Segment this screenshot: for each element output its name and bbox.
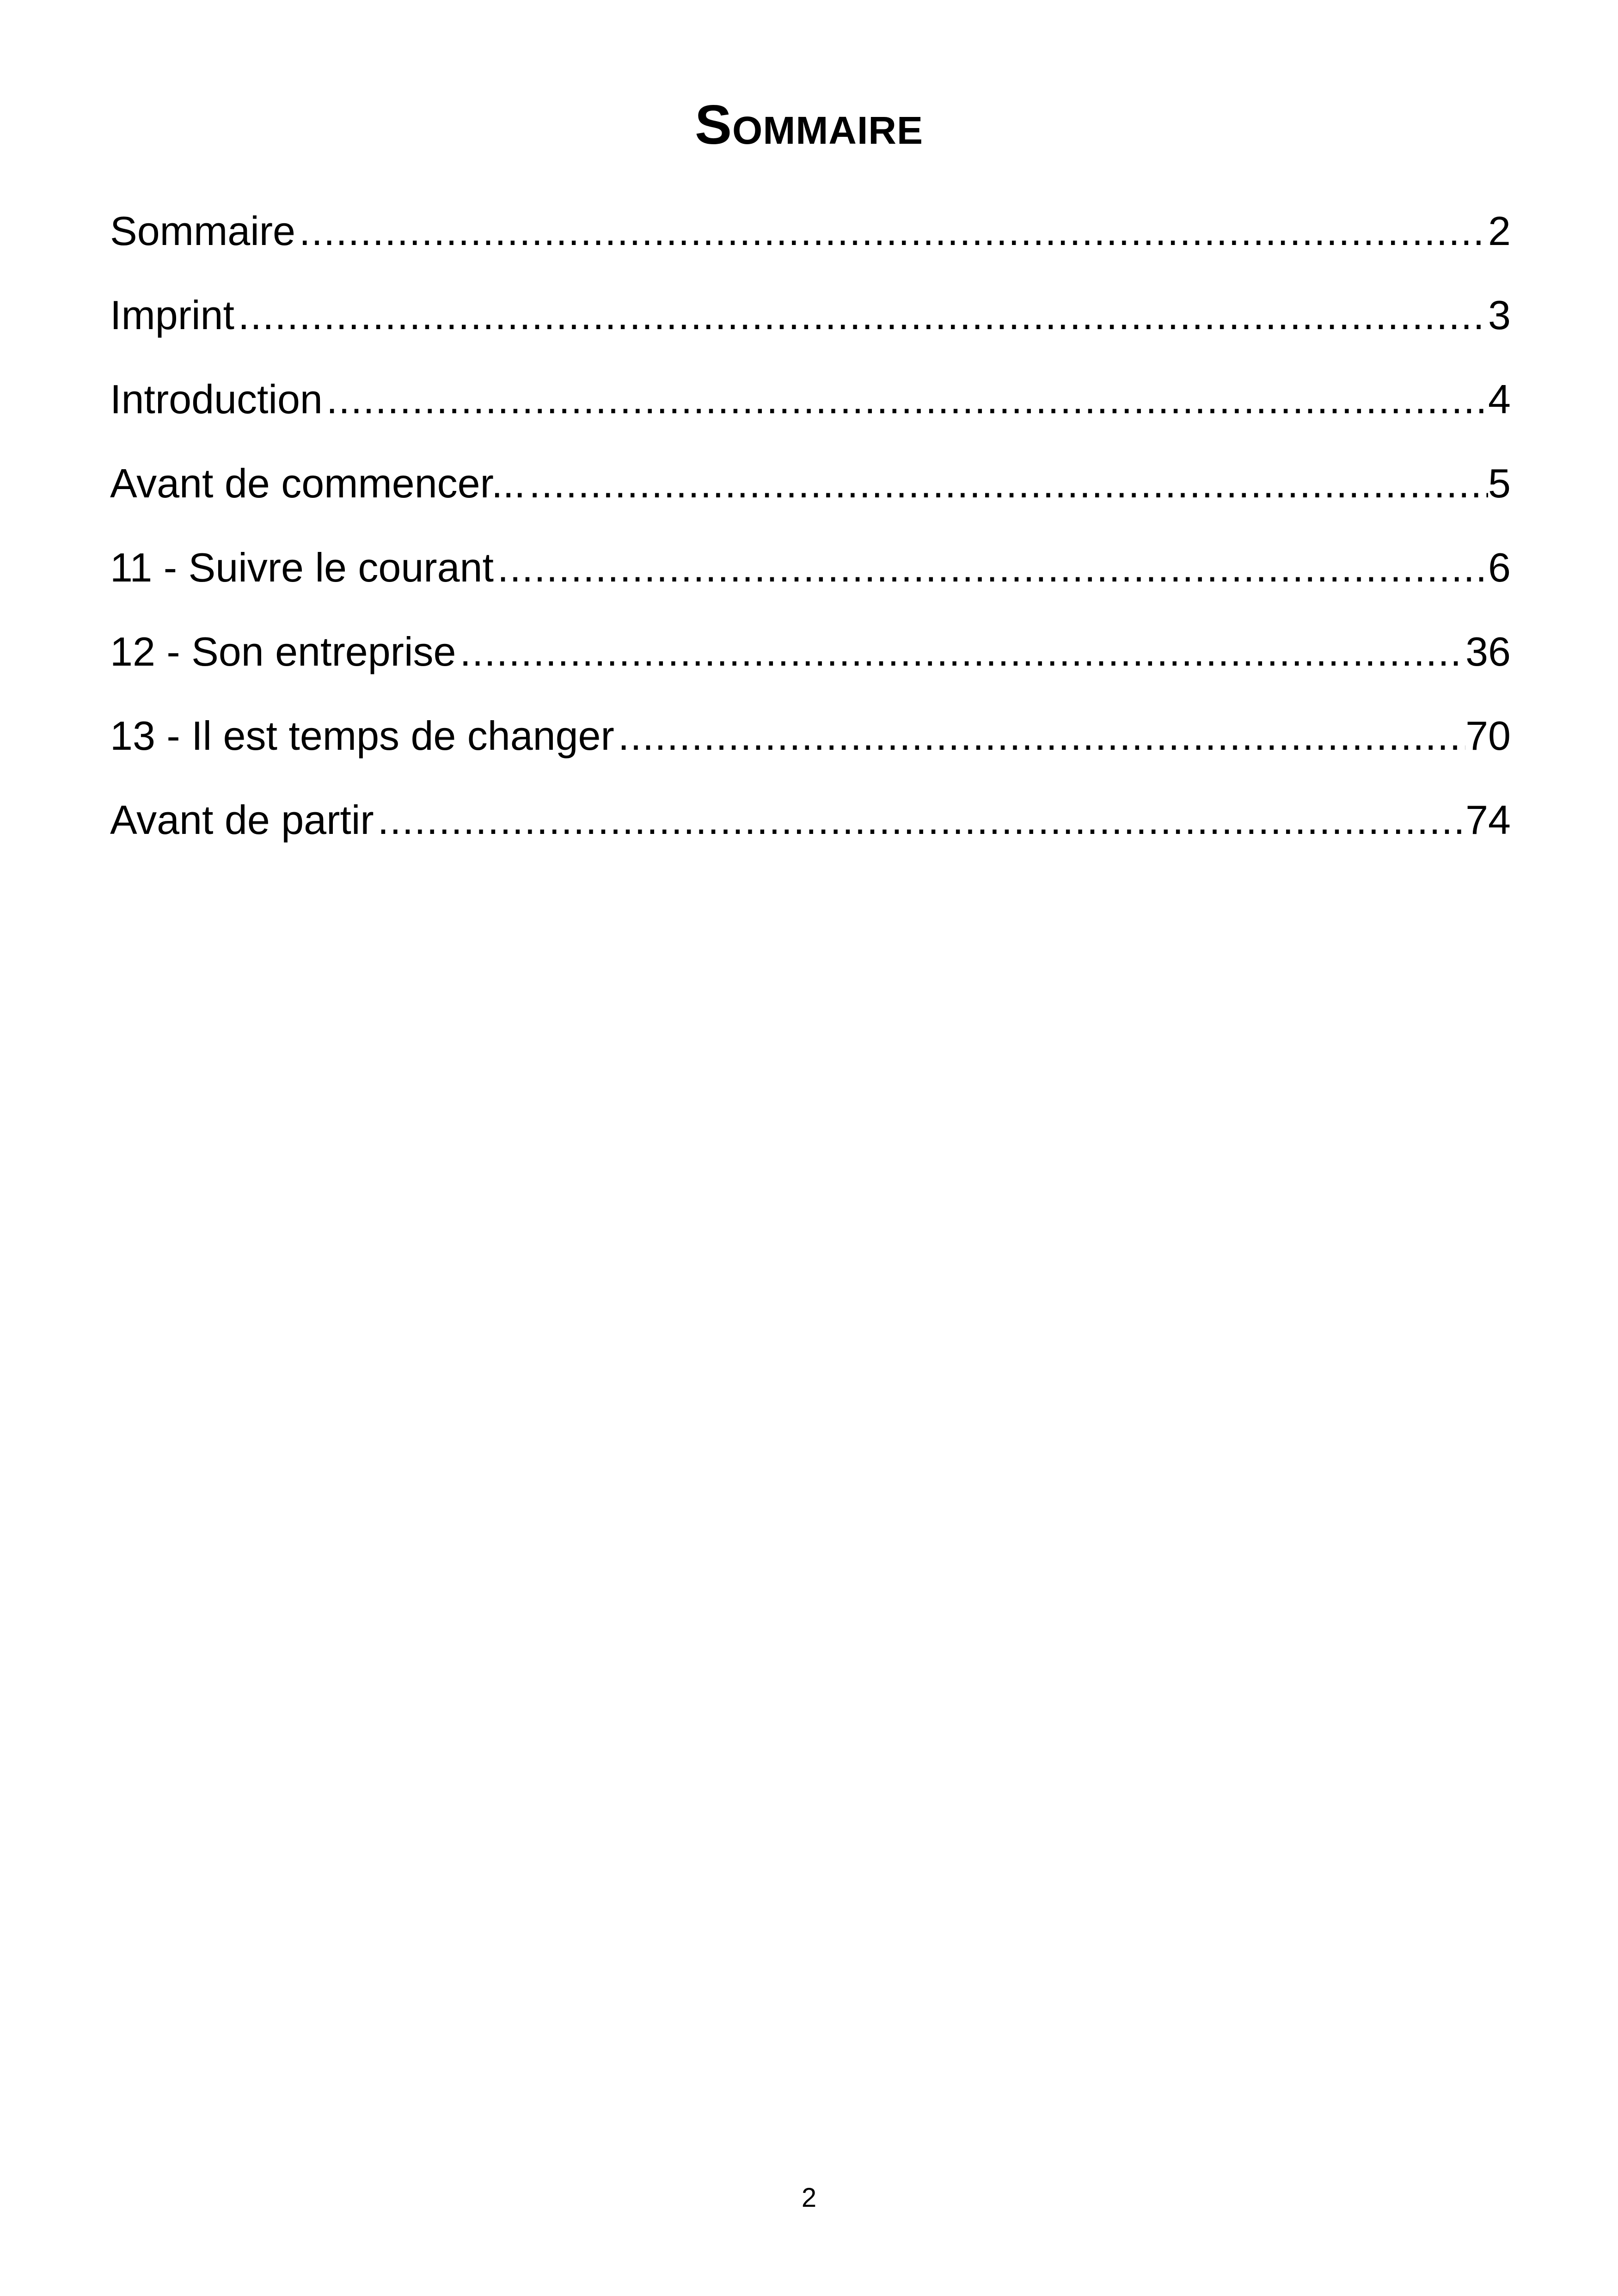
toc-entry-page: 70 [1465, 713, 1511, 759]
toc-dot-leader [295, 203, 1488, 259]
toc-entry-page: 5 [1488, 460, 1511, 506]
toc-entry-label: Avant de commencer... [110, 460, 526, 506]
toc-entry-label: 11 - Suivre le courant [110, 545, 494, 590]
toc-dot-leader [614, 708, 1465, 764]
toc-entry[interactable] [110, 540, 1511, 595]
toc-entry-page: 3 [1488, 292, 1511, 338]
toc-entry-label: Imprint [110, 292, 234, 338]
toc-entry-page: 4 [1488, 376, 1511, 422]
toc-entry[interactable] [110, 288, 1511, 343]
toc-entry-page: 74 [1465, 797, 1511, 843]
toc-entry-label: Sommaire [110, 208, 295, 254]
page-title: Sommaire [694, 94, 923, 156]
toc-entry-label: 12 - Son entreprise [110, 629, 456, 674]
toc-dot-leader [374, 792, 1465, 848]
page-number: 2 [801, 2183, 817, 2213]
toc-entry-label: 13 - Il est temps de changer [110, 713, 614, 759]
toc-entry[interactable] [110, 203, 1511, 259]
toc-entry-label: Avant de partir [110, 797, 374, 843]
toc-dot-leader [234, 288, 1488, 343]
toc-entry-page: 36 [1465, 629, 1511, 674]
toc-dot-leader [323, 372, 1488, 427]
toc-entry[interactable] [110, 624, 1511, 680]
toc-entry[interactable] [110, 456, 1511, 511]
toc-entry[interactable] [110, 708, 1511, 764]
toc-entry-page: 6 [1488, 545, 1511, 590]
toc-entry[interactable] [110, 792, 1511, 848]
toc-dot-leader [494, 540, 1488, 595]
toc-dot-leader [525, 456, 1488, 511]
toc-entry-label: Introduction [110, 376, 323, 422]
toc-entry-page: 2 [1488, 208, 1511, 254]
toc-dot-leader [456, 624, 1465, 680]
toc-entry[interactable] [110, 372, 1511, 427]
